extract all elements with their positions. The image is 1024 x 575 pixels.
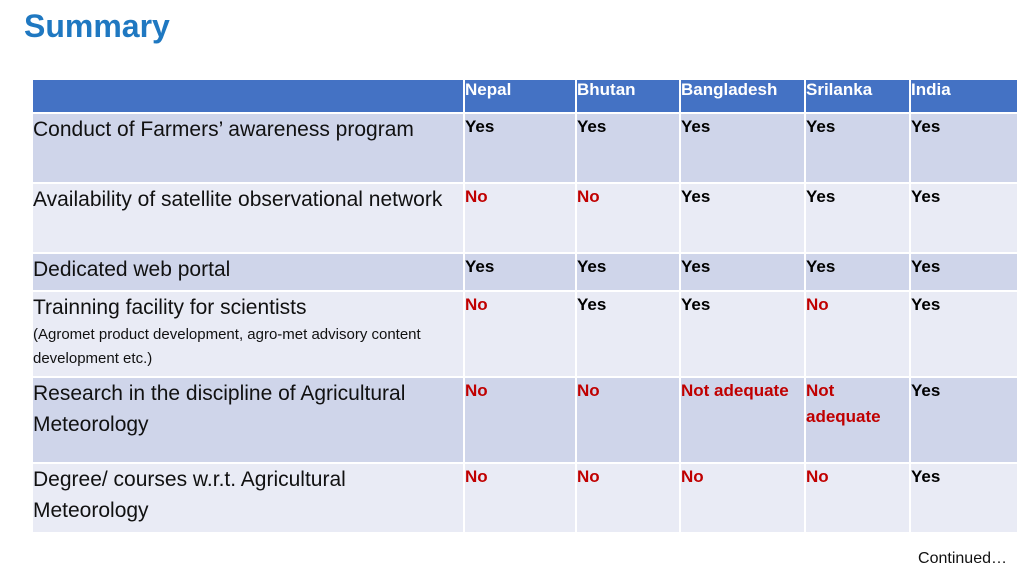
table-row	[32, 291, 1018, 377]
row-label-text: Availability of satellite observational network	[33, 188, 443, 211]
cell-value: No	[805, 463, 910, 533]
cell-value: Yes	[910, 253, 1018, 291]
row-label	[32, 291, 464, 377]
summary-table	[31, 78, 1019, 534]
cell-value: Yes	[680, 291, 805, 377]
continued-note: Continued…	[918, 550, 1007, 567]
table-header-row	[32, 79, 1018, 113]
table-row	[32, 463, 1018, 533]
row-label-text: Conduct of Farmers’ awareness program	[33, 118, 414, 141]
cell-value: No	[576, 377, 680, 463]
header-cell-bangladesh: Bangladesh	[680, 79, 805, 113]
cell-value: No	[464, 463, 576, 533]
cell-value: Yes	[805, 183, 910, 253]
slide-title: Summary	[24, 8, 170, 44]
row-label	[32, 377, 464, 463]
row-label	[32, 463, 464, 533]
cell-value: Yes	[910, 291, 1018, 377]
cell-value: Yes	[576, 113, 680, 183]
header-cell-nepal: Nepal	[464, 79, 576, 113]
row-label-text: Research in the discipline of Agricultural Meteorology	[33, 382, 406, 436]
cell-value: No	[464, 377, 576, 463]
cell-value: Yes	[576, 253, 680, 291]
cell-value: Yes	[805, 113, 910, 183]
cell-value: Yes	[805, 253, 910, 291]
header-cell-srilanka: Srilanka	[805, 79, 910, 113]
cell-value: No	[805, 291, 910, 377]
cell-value: Yes	[910, 463, 1018, 533]
table-row	[32, 253, 1018, 291]
table-row	[32, 183, 1018, 253]
cell-value: Yes	[910, 377, 1018, 463]
cell-value: No	[680, 463, 805, 533]
table-row	[32, 113, 1018, 183]
cell-value: Yes	[576, 291, 680, 377]
cell-value: Yes	[680, 253, 805, 291]
cell-value: Yes	[464, 253, 576, 291]
cell-value: Not adequate	[805, 377, 910, 463]
cell-value: Yes	[680, 113, 805, 183]
cell-value: Yes	[910, 113, 1018, 183]
row-sublabel: (Agromet product development, agro-met advisory content development etc.)	[33, 326, 421, 367]
cell-value: Yes	[464, 113, 576, 183]
cell-value: No	[464, 291, 576, 377]
cell-value: No	[576, 463, 680, 533]
cell-value: No	[464, 183, 576, 253]
row-label	[32, 113, 464, 183]
header-cell-india: India	[910, 79, 1018, 113]
header-cell-bhutan: Bhutan	[576, 79, 680, 113]
row-label-text: Dedicated web portal	[33, 258, 231, 281]
row-label-text: Trainning facility for scientists	[33, 296, 307, 319]
header-cell-blank	[32, 79, 464, 113]
cell-value: Not adequate	[680, 377, 805, 463]
table-row	[32, 377, 1018, 463]
cell-value: Yes	[680, 183, 805, 253]
row-label-text: Degree/ courses w.r.t. Agricultural Meteorology	[33, 468, 346, 522]
row-label	[32, 183, 464, 253]
cell-value: No	[576, 183, 680, 253]
row-label	[32, 253, 464, 291]
cell-value: Yes	[910, 183, 1018, 253]
